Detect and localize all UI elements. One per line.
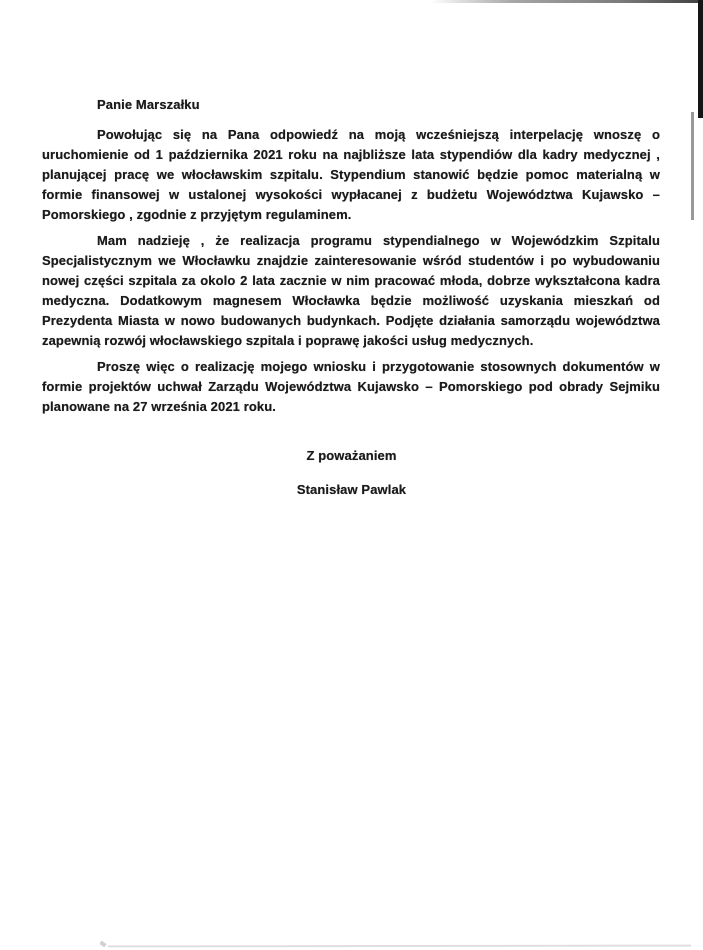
closing-block xyxy=(0,446,703,500)
scan-artifact-right-edge xyxy=(698,0,703,118)
scan-artifact-bottom-line xyxy=(108,945,691,948)
scan-artifact-top-line xyxy=(430,0,703,3)
salutation: Panie Marszałku xyxy=(97,97,200,112)
signature-name: Stanisław Pawlak xyxy=(296,482,407,497)
letter-body xyxy=(42,95,660,423)
scan-artifact-right-edge-thin xyxy=(691,112,694,220)
closing-phrase: Z poważaniem xyxy=(306,448,397,463)
paragraph-1: Powołując się na Pana odpowiedź na moją wcześniejszą interpelację wnoszę o uruchomienie od 1 października 2021 roku na najbliższe lata stypendiów dla kadry medycznej , planującej pracę we włocławskim szpitalu. Stypendium stanowić będzie pomoc materialną w formie finansowej w ustalonej wysokości wypłacanej z budżetu Województwa Kujawsko – Pomorskiego , zgodnie z przyjętym regulaminem. xyxy=(42,127,660,222)
paragraph-2: Mam nadzieję , że realizacja programu stypendialnego w Wojewódzkim Szpitalu Specjalistycznym we Włocławku znajdzie zainteresowanie wśród studentów i po wybudowaniu nowej części szpitala za okolo 2 lata zacznie w nim pracować młoda, dobrze wykształcona kadra medyczna. Dodatkowym magnesem Włocławka będzie możliwość uzyskania mieszkań od Prezydenta Miasta w nowo budowanych budynkach. Podjęte działania samorządu województwa zapewnią rozwój włocławskiego szpitala i poprawę jakości usług medycznych. xyxy=(42,233,660,348)
paragraph-3: Proszę więc o realizację mojego wniosku i przygotowanie stosownych dokumentów w formie projektów uchwał Zarządu Województwa Kujawsko – Pomorskiego pod obrady Sejmiku planowane na 27 września 2021 roku. xyxy=(42,359,660,414)
scan-artifact-bottom-tick xyxy=(99,941,106,948)
